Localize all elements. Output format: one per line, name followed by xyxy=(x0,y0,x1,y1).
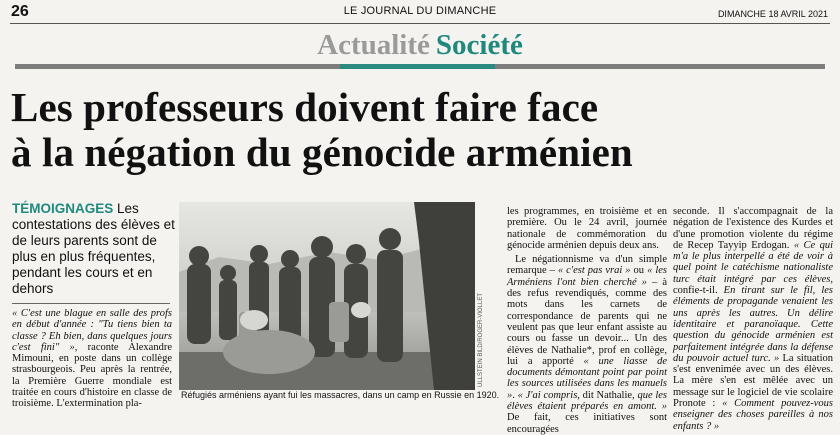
article-headline xyxy=(11,85,831,175)
quote-teacher: « C'est une blague en salle des profs en début d'année : "Tu tiens bien ta classe ? Eh bien, dans quelques jours c'est fini" » xyxy=(12,308,172,353)
body-column-4 xyxy=(673,206,834,432)
photo-credit-text: ULLSTEIN BILD/ROGER-VIOLLET xyxy=(478,292,484,387)
subsection-label: Société xyxy=(435,29,523,61)
col3-paragraph-1: les programmes, en troisième et en première. Ou le 24 avril, journée nationale de commémoration du génocide arménien depuis deux ans. xyxy=(507,206,667,251)
kicker: TÉMOIGNAGES xyxy=(12,201,114,216)
refugees-photo-image xyxy=(179,202,475,390)
article-photo xyxy=(179,202,475,390)
body-column-1 xyxy=(12,308,172,410)
standfirst-text: Les contestations des élèves et de leurs parents sont de plus en plus fréquentes, pendant les cours et en dehors xyxy=(12,201,175,296)
page-number: 26 xyxy=(11,3,29,20)
header-rule xyxy=(10,23,830,24)
col3-paragraph-2: Le négationnisme va d'un simple remarque – « c'est pas vrai » ou « les Arméniens l'ont bien cherché » – à des refus revendiqués, comme des mots dans les carnets de correspondance de parents qui ne veulent pas que leur enfant assiste au cours ou fasse un devoir... Un des élèves de Nathalie*, prof en collège, lui a apporté « une liasse de documents démontant point par point les sources utilisées dans les manuels ». « J'ai compris, dit Nathalie, que les élèves étaient préparés en amont. » De fait, ces initiatives sont encouragées xyxy=(507,254,668,435)
headline-line-2: à la négation du génocide arménien xyxy=(11,129,633,175)
standfirst xyxy=(12,201,180,297)
section-label: Actualité xyxy=(317,29,430,61)
photo-caption: Réfugiés arméniens ayant fui les massacres, dans un camp en Russie en 1920. xyxy=(181,390,500,400)
column-separator xyxy=(12,303,170,304)
section-rubric xyxy=(0,27,840,63)
section-bar-accent xyxy=(340,64,495,69)
col1-text: , raconte Alexandre Mimouni, en poste dans un collège strasbourgeois. Peu après la rentrée, la Première Guerre mondiale est traitée en cours d'histoire en classe de troisième. L'extermination pla- xyxy=(12,341,172,410)
body-column-3 xyxy=(507,206,668,435)
col4-paragraph-1: seconde. Il s'accompagnait de la négation de l'existence des Kurdes et d'une promotion violente du régime de Recep Tayyip Erdogan. « Ce qui m'a le plus interpellé a été de voir à quel point le catéchisme nationaliste turc était intégré par ces élèves, confie-t-il. En tirant sur le fil, les éléments de propagande venaient les uns après les autres. Un délire identitaire et paranoïaque. Cette question du génocide arménien est parfaitement intégrée dans la défense du pouvoir actuel turc. » La situation s'est envenimée avec un des élèves. La mère s'en est mêlée avec un message sur le logiciel de vie scolaire Pronote : « Comment pouvez-vous enseigner des choses pareilles à nos enfants ? » xyxy=(673,206,834,432)
issue-date: DIMANCHE 18 AVRIL 2021 xyxy=(717,9,828,19)
photo-credit xyxy=(478,212,488,387)
publication-name: LE JOURNAL DU DIMANCHE xyxy=(343,5,497,17)
headline-line-1: Les professeurs doivent faire face xyxy=(11,84,599,130)
